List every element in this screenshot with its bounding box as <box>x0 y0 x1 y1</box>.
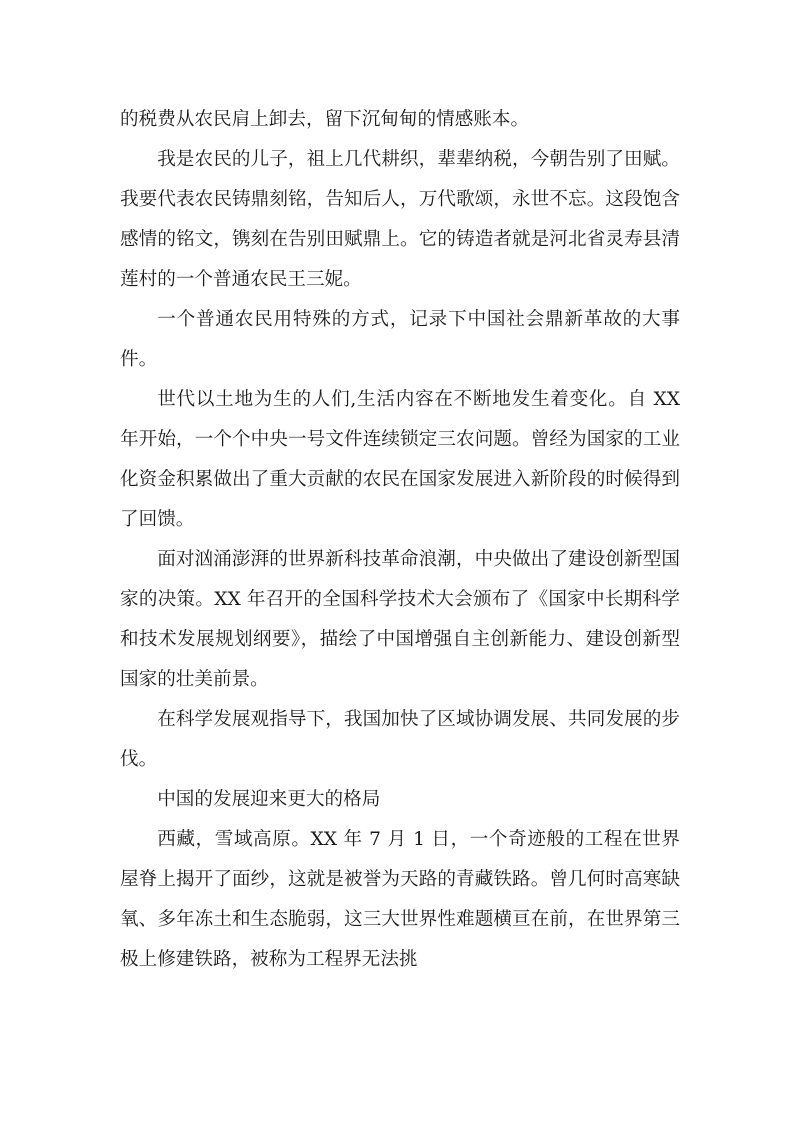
paragraph: 在科学发展观指导下，我国加快了区域协调发展、共同发展的步伐。 <box>120 709 680 770</box>
body-text <box>120 100 680 980</box>
section-heading: 中国的发展迎来更大的格局 <box>157 789 381 810</box>
paragraph: 我是农民的儿子，祖上几代耕织，辈辈纳税，今朝告别了田赋。我要代表农民铸鼎刻铭，告知后人，万代歌颂，永世不忘。这段饱含感情的铭文，镌刻在告别田赋鼎上。它的铸造者就是河北省灵寿县清莲村的一个普通农民王三妮。 <box>120 149 680 290</box>
paragraph: 西藏，雪域高原。XX 年 7 月 1 日，一个奇迹般的工程在世界屋脊上揭开了面纱，这就是被誉为天路的青藏铁路。曾几何时高寒缺氧、多年冻土和生态脆弱，这三大世界性难题横亘在前，在世界第三极上修建铁路，被称为工程界无法挑 <box>120 829 680 970</box>
paragraph: 一个普通农民用特殊的方式，记录下中国社会鼎新革故的大事件。 <box>120 309 680 370</box>
paragraph: 世代以土地为生的人们,生活内容在不断地发生着变化。自 XX 年开始，一个个中央一号文件连续锁定三农问题。曾经为国家的工业化资金积累做出了重大贡献的农民在国家发展进入新阶段的时候得到了回馈。 <box>120 389 680 530</box>
paragraph: 面对汹涌澎湃的世界新科技革命浪潮，中央做出了建设创新型国家的决策。XX 年召开的全国科学技术大会颁布了《国家中长期科学和技术发展规划纲要》，描绘了中国增强自主创新能力、建设创新型国家的壮美前景。 <box>120 549 680 690</box>
paragraph: 的税费从农民肩上卸去，留下沉甸甸的情感账本。 <box>120 109 530 130</box>
